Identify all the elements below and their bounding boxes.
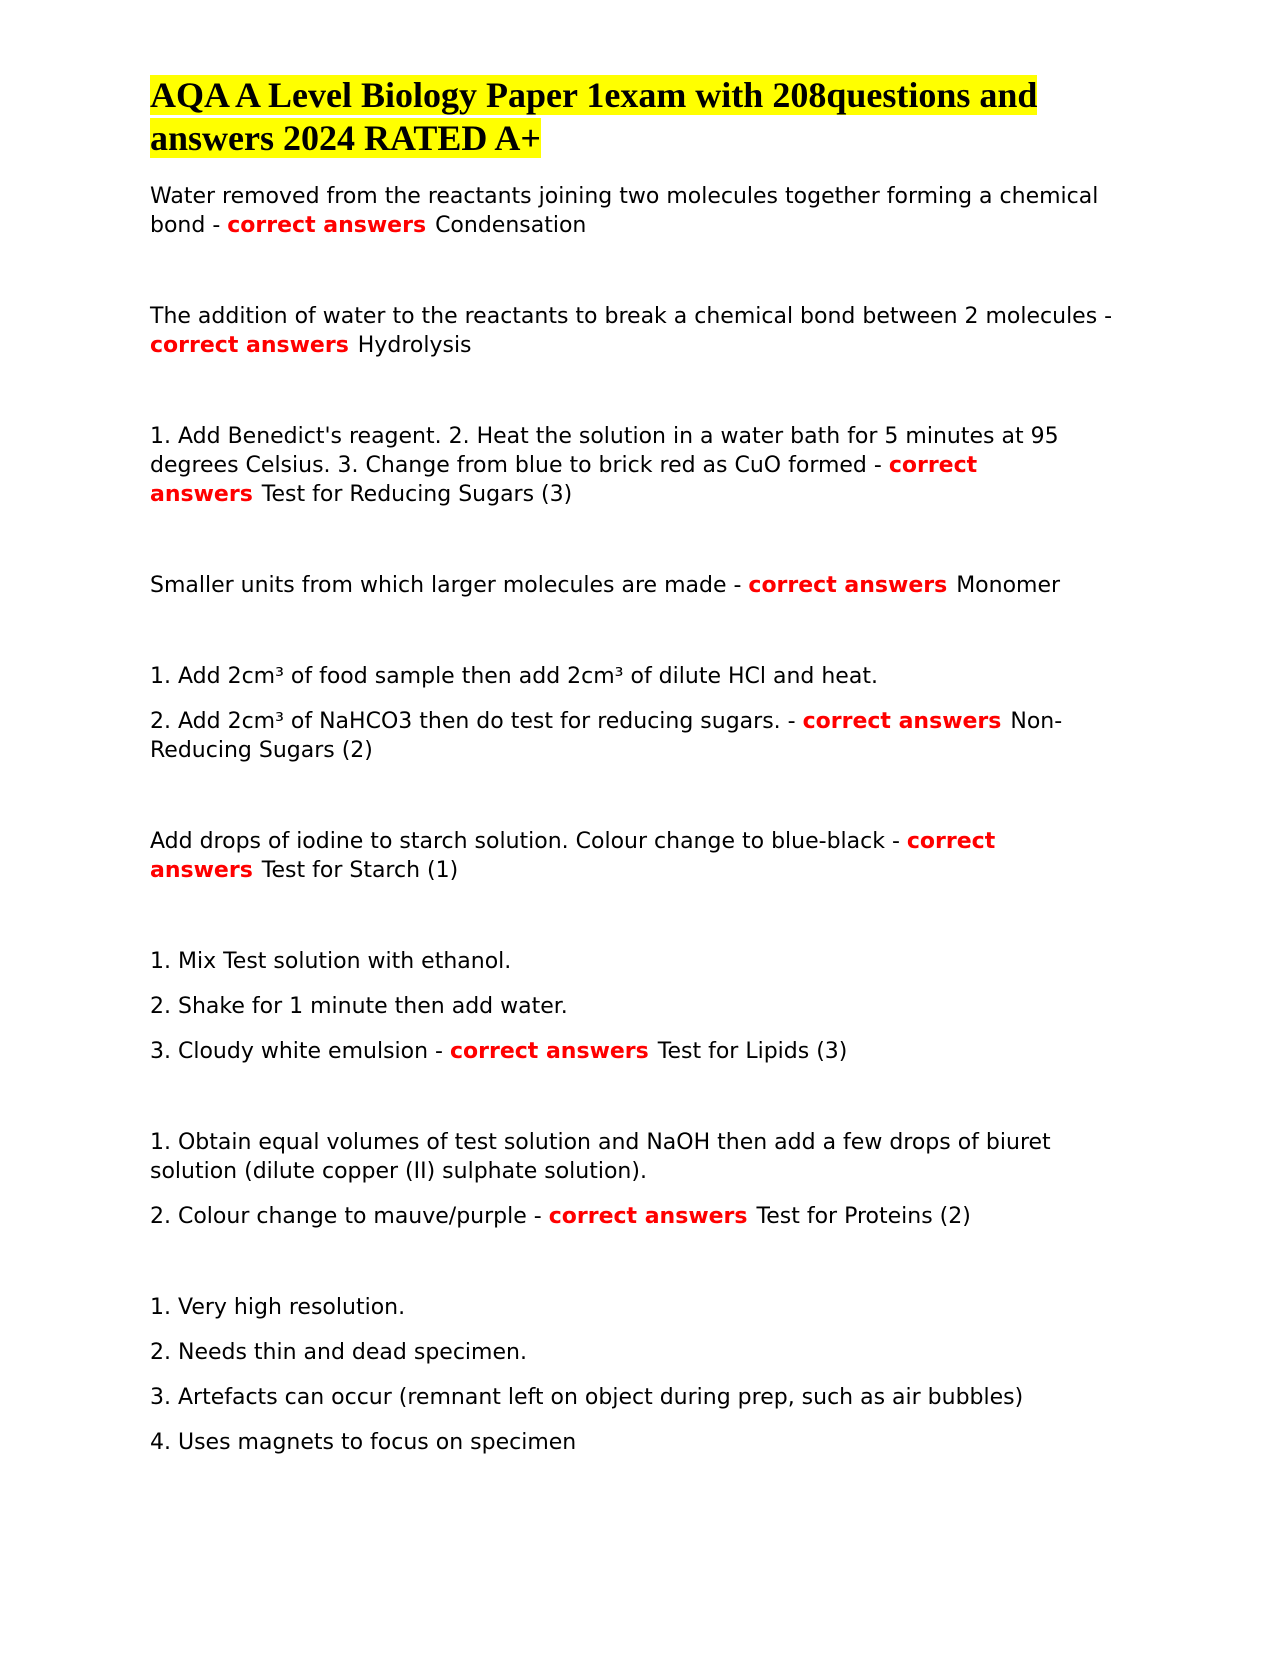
answer-text: Non-Reducing Sugars (2) <box>150 709 1063 763</box>
answer-text: Monomer <box>956 573 1061 598</box>
question-answer-line <box>150 1037 1120 1066</box>
question-answer-line <box>150 827 1120 885</box>
correct-answers-label: correct answers <box>150 333 349 358</box>
question-line: 1. Obtain equal volumes of test solution and NaOH then add a few drops of biuret solution (dilute copper (II) sulphate solution). <box>150 1130 1051 1184</box>
qa-item <box>150 182 1120 240</box>
document-title <box>150 74 1120 160</box>
question-answer-line <box>150 707 1120 765</box>
qa-item <box>150 302 1120 360</box>
answer-text: Test for Proteins (2) <box>756 1204 971 1229</box>
qa-list <box>150 182 1120 1457</box>
qa-item <box>150 827 1120 885</box>
correct-answers-label: correct answers <box>227 213 427 238</box>
qa-item <box>150 947 1120 1066</box>
question-line: 4. Uses magnets to focus on specimen <box>150 1430 577 1455</box>
question-answer-line <box>150 182 1120 240</box>
qa-item-partial <box>150 1293 1120 1457</box>
question-text: 1. Add Benedict's reagent. 2. Heat the solution in a water bath for 5 minutes at 95 degrees Celsius. 3. Change from blue to brick red as CuO formed - <box>150 424 1059 478</box>
question-text: Add drops of iodine to starch solution. Colour change to blue-black - <box>150 829 907 854</box>
answer-text: Hydrolysis <box>357 333 472 358</box>
question-line: 2. Shake for 1 minute then add water. <box>150 994 568 1019</box>
question-text: 3. Cloudy white emulsion - <box>150 1039 450 1064</box>
question-answer-line <box>150 302 1120 360</box>
qa-item <box>150 571 1120 600</box>
question-text: 2. Colour change to mauve/purple - <box>150 1204 549 1229</box>
document-page <box>150 74 1120 1519</box>
question-line: 1. Add 2cm³ of food sample then add 2cm³ of dilute HCl and heat. <box>150 664 878 689</box>
question-line: 3. Artefacts can occur (remnant left on object during prep, such as air bubbles) <box>150 1385 1024 1410</box>
question-text: Smaller units from which larger molecules are made - <box>150 573 749 598</box>
question-line: 2. Needs thin and dead specimen. <box>150 1340 527 1365</box>
question-text: 2. Add 2cm³ of NaHCO3 then do test for reducing sugars. - <box>150 709 803 734</box>
qa-item <box>150 662 1120 765</box>
answer-text: Test for Starch (1) <box>261 858 459 883</box>
qa-item <box>150 422 1120 509</box>
correct-answers-label: correct answers <box>802 709 1002 734</box>
correct-answers-label: correct answers <box>449 1039 649 1064</box>
answer-text: Condensation <box>435 213 587 238</box>
question-text: Water removed from the reactants joining two molecules together forming a chemical bond - <box>150 184 1099 238</box>
answer-text: Test for Lipids (3) <box>657 1039 848 1064</box>
question-answer-line <box>150 571 1120 600</box>
qa-item <box>150 1128 1120 1231</box>
correct-answers-label: correct answers <box>548 1204 748 1229</box>
document-title-text: AQA A Level Biology Paper 1exam with 208questions and answers 2024 RATED A+ <box>150 75 1038 158</box>
answer-text: Test for Reducing Sugars (3) <box>261 482 573 507</box>
question-answer-line <box>150 1202 1120 1231</box>
question-text: The addition of water to the reactants to break a chemical bond between 2 molecules - <box>150 304 1113 329</box>
correct-answers-label: correct answers <box>150 453 978 507</box>
question-answer-line <box>150 422 1120 509</box>
correct-answers-label: correct answers <box>748 573 948 598</box>
question-line: 1. Mix Test solution with ethanol. <box>150 949 512 974</box>
question-line: 1. Very high resolution. <box>150 1295 406 1320</box>
correct-answers-label: correct answers <box>150 829 996 883</box>
